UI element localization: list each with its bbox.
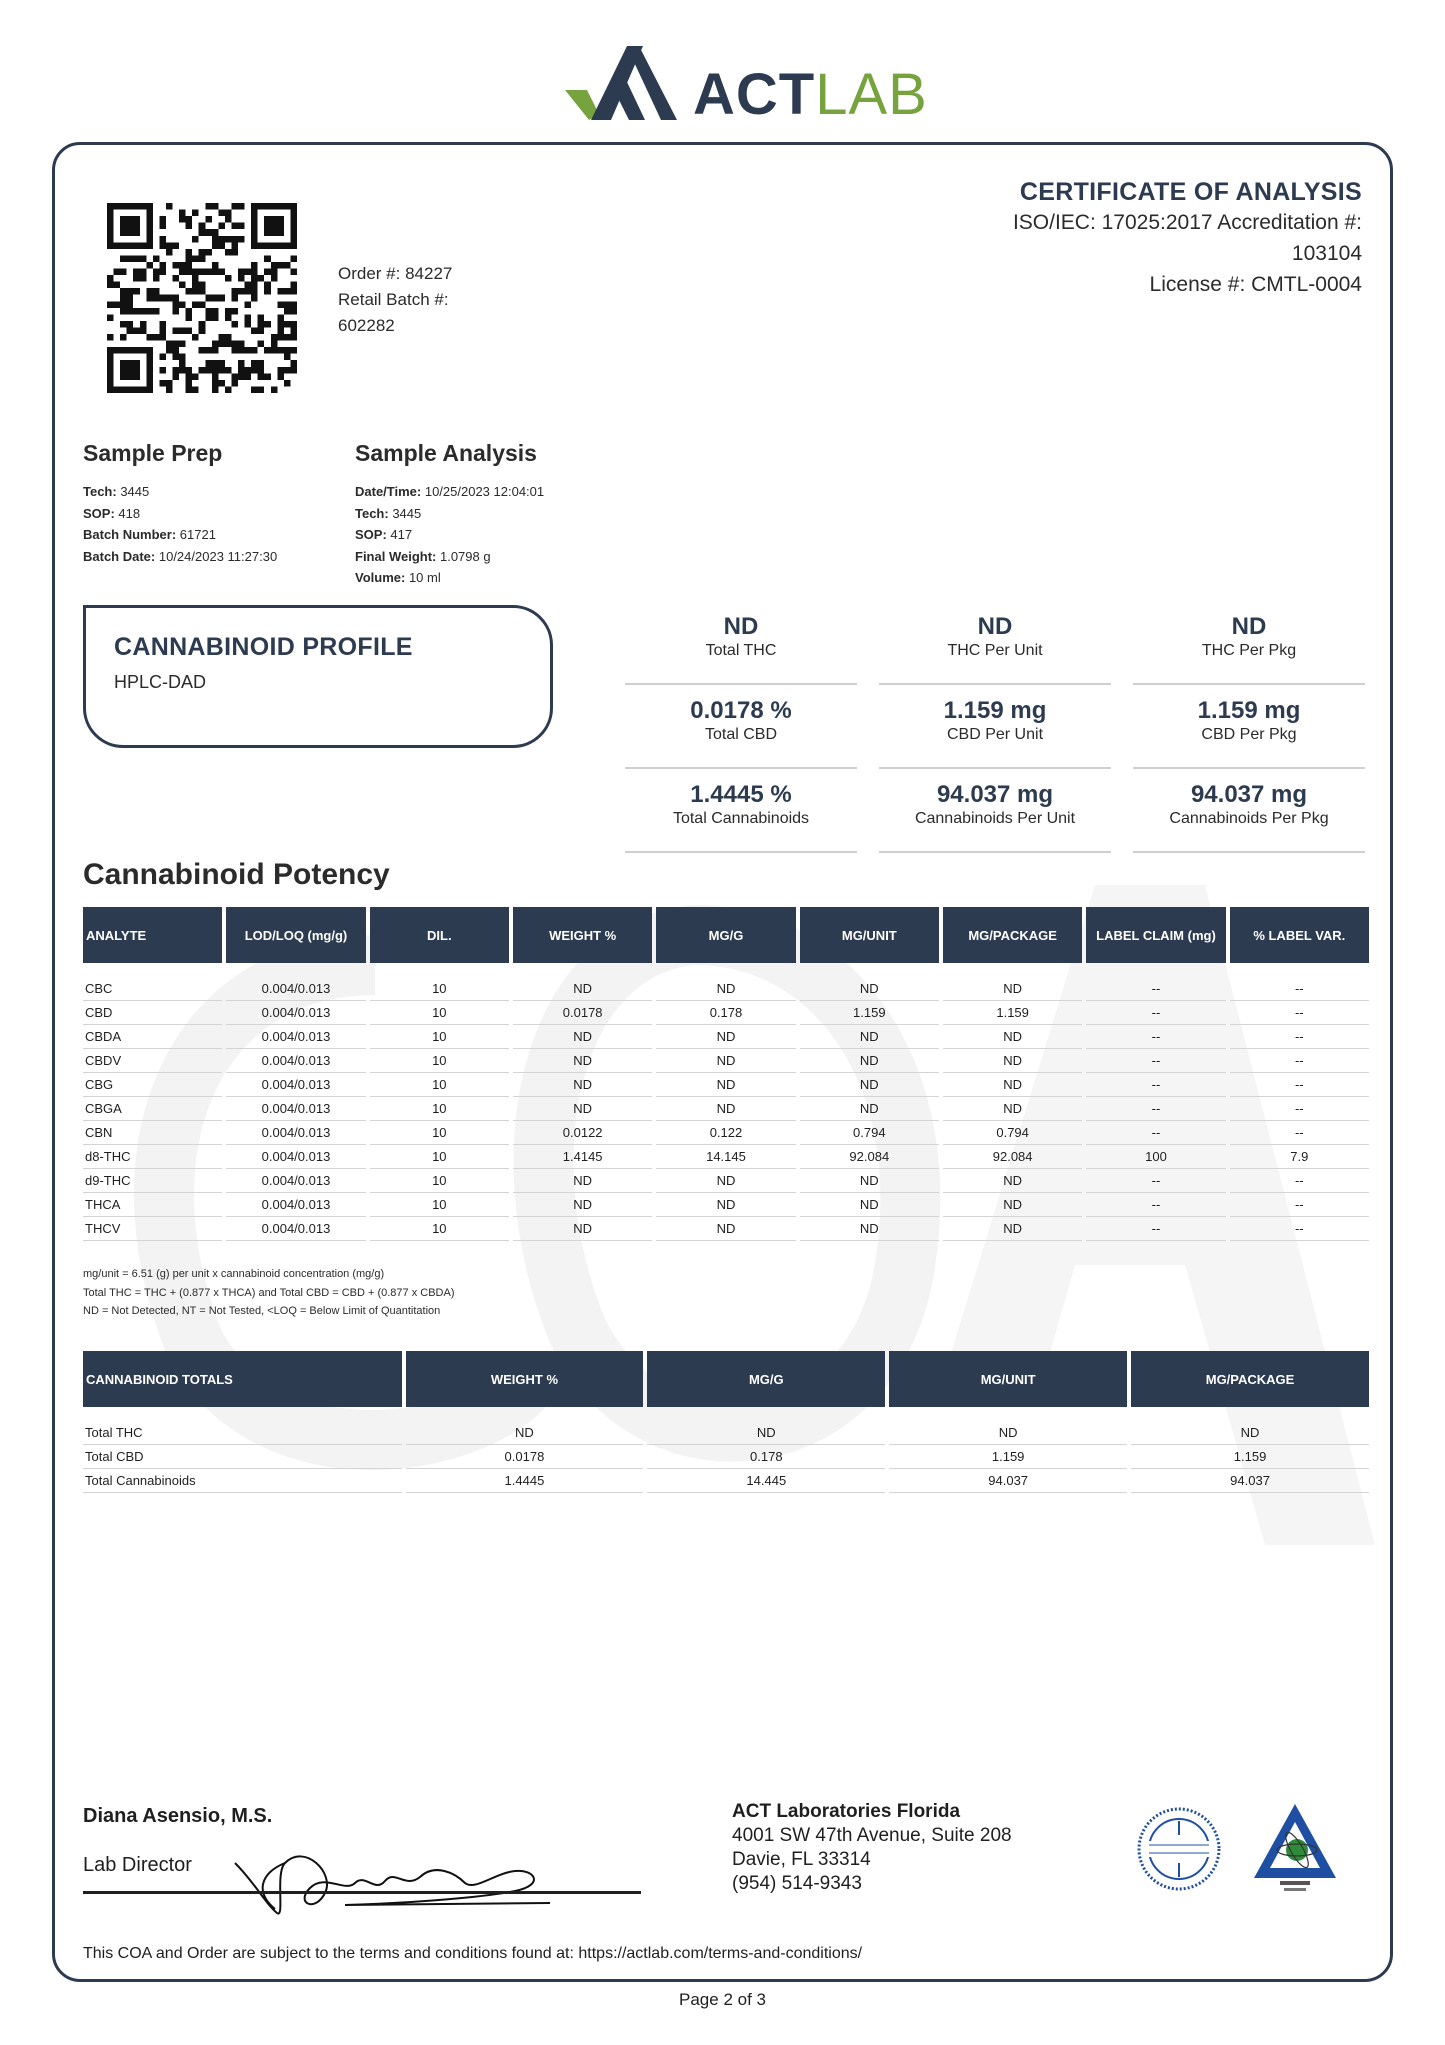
table-cell: d9-THC	[83, 1169, 222, 1193]
field-label: Tech:	[355, 505, 389, 521]
table-cell: ND	[513, 1049, 652, 1073]
table-cell: --	[1086, 1169, 1225, 1193]
spacer-row	[83, 963, 1369, 977]
table-cell: ND	[656, 1193, 795, 1217]
table-row	[83, 1469, 1369, 1493]
table-cell: ND	[656, 1073, 795, 1097]
table-cell: 0.0178	[513, 1001, 652, 1025]
table-cell: ND	[656, 1049, 795, 1073]
table-cell: CBGA	[83, 1097, 222, 1121]
table-cell: 10	[370, 1049, 509, 1073]
table-cell: ND	[800, 1073, 939, 1097]
spacer-row	[83, 1407, 1369, 1421]
table-cell: 10	[370, 977, 509, 1001]
table-cell: ND	[1131, 1421, 1369, 1445]
summary-value: ND	[723, 613, 759, 640]
signature-line	[83, 1891, 641, 1894]
table-cell: --	[1230, 1025, 1369, 1049]
column-header: MG/PACKAGE	[943, 907, 1082, 963]
table-cell: ND	[943, 1169, 1082, 1193]
table-cell: --	[1230, 1097, 1369, 1121]
table-row	[83, 1217, 1369, 1241]
potency-table	[79, 907, 1373, 1241]
table-cell: ND	[800, 1025, 939, 1049]
table-cell: CBC	[83, 977, 222, 1001]
table-row	[83, 1097, 1369, 1121]
table-cell: 0.004/0.013	[226, 1169, 365, 1193]
table-cell: CBD	[83, 1001, 222, 1025]
summary-value: 1.159 mg	[943, 697, 1047, 724]
potency-header-row	[83, 907, 1369, 963]
order-info	[338, 261, 452, 339]
table-cell: ND	[513, 1169, 652, 1193]
retail-batch-value: 602282	[338, 316, 395, 335]
table-cell: ND	[943, 977, 1082, 1001]
sample-analysis-title: Sample Analysis	[355, 440, 537, 466]
totals-table	[79, 1351, 1373, 1493]
table-cell: 10	[370, 1145, 509, 1169]
field-value: 417	[386, 527, 413, 542]
table-cell: --	[1230, 1121, 1369, 1145]
summary-cell	[879, 691, 1111, 769]
certificate-frame	[52, 142, 1393, 1982]
table-cell: ND	[647, 1421, 885, 1445]
summary-value: 94.037 mg	[1190, 781, 1308, 808]
qr-code[interactable]	[107, 203, 297, 393]
terms-text: This COA and Order are subject to the terms and conditions found at: https://actlab.com/terms-and-conditions/	[83, 1945, 863, 1962]
table-cell: 14.145	[656, 1145, 795, 1169]
sample-prep-field	[83, 546, 277, 568]
table-cell: 94.037	[889, 1469, 1127, 1493]
license-number: License #: CMTL-0004	[1149, 273, 1362, 296]
table-cell: 0.004/0.013	[226, 1193, 365, 1217]
table-row	[83, 1193, 1369, 1217]
table-cell: 10	[370, 1097, 509, 1121]
table-cell: 7.9	[1230, 1145, 1369, 1169]
sample-prep-title: Sample Prep	[83, 440, 223, 466]
table-cell: 100	[1086, 1145, 1225, 1169]
column-header: % LABEL VAR.	[1230, 907, 1369, 963]
table-cell: ND	[800, 1169, 939, 1193]
summary-label: THC Per Pkg	[1201, 642, 1297, 659]
lab-address-line2: Davie, FL 33314	[732, 1849, 871, 1870]
table-cell: --	[1086, 1121, 1225, 1145]
accreditation-line: ISO/IEC: 17025:2017 Accreditation #:	[1012, 211, 1362, 234]
table-cell: ND	[800, 1193, 939, 1217]
note-line: ND = Not Detected, NT = Not Tested, <LOQ = Below Limit of Quantitation	[83, 1305, 441, 1317]
lab-name: ACT Laboratories Florida	[732, 1801, 961, 1822]
summary-value: ND	[1231, 613, 1267, 640]
table-cell: --	[1086, 1217, 1225, 1241]
table-cell: Total CBD	[83, 1445, 402, 1469]
summary-value: 0.0178 %	[690, 697, 792, 724]
table-cell: --	[1230, 1073, 1369, 1097]
table-cell: 1.159	[1131, 1445, 1369, 1469]
table-cell: ND	[943, 1073, 1082, 1097]
field-value: 1.0798 g	[436, 548, 491, 564]
director-name: Diana Asensio, M.S.	[83, 1805, 273, 1827]
summary-label: Cannabinoids Per Unit	[914, 810, 1076, 827]
table-cell: 0.004/0.013	[226, 1217, 365, 1241]
table-row	[83, 1001, 1369, 1025]
field-value: 3445	[388, 505, 422, 521]
table-row	[83, 1025, 1369, 1049]
sample-prep	[83, 440, 277, 567]
summary-label: CBD Per Unit	[946, 726, 1044, 743]
sample-analysis-fields	[355, 481, 544, 589]
table-cell: ND	[513, 1025, 652, 1049]
actlab-logo-mark	[565, 42, 685, 122]
table-cell: 0.794	[800, 1121, 939, 1145]
table-cell: 0.794	[943, 1121, 1082, 1145]
accreditation-number: 103104	[1291, 242, 1362, 265]
sample-prep-field	[83, 524, 277, 546]
totals-header-row	[83, 1351, 1369, 1407]
page-number: Page 2 of 3	[679, 1990, 766, 2009]
column-header: MG/UNIT	[889, 1351, 1127, 1407]
lab-address-line1: 4001 SW 47th Avenue, Suite 208	[732, 1825, 1012, 1846]
table-cell: ND	[406, 1421, 644, 1445]
column-header: DIL.	[370, 907, 509, 963]
sample-prep-field	[83, 503, 277, 525]
potency-notes	[83, 1265, 455, 1321]
table-cell: ND	[513, 1217, 652, 1241]
table-cell: 1.159	[800, 1001, 939, 1025]
table-cell: 10	[370, 1193, 509, 1217]
retail-batch-label: Retail Batch #:	[338, 290, 449, 309]
table-cell: ND	[513, 977, 652, 1001]
table-cell: ND	[656, 1217, 795, 1241]
table-row	[83, 1145, 1369, 1169]
field-label: Batch Number:	[83, 527, 177, 542]
summary-cell	[625, 607, 857, 685]
table-cell: ND	[800, 977, 939, 1001]
column-header: MG/G	[647, 1351, 885, 1407]
field-value: 10 ml	[405, 570, 441, 585]
column-header: MG/UNIT	[800, 907, 939, 963]
table-cell: 10	[370, 1001, 509, 1025]
table-cell: 0.0178	[406, 1445, 644, 1469]
summary-cell	[1133, 775, 1365, 853]
summary-value: 1.159 mg	[1197, 697, 1301, 724]
field-label: SOP:	[83, 505, 115, 521]
table-cell: 10	[370, 1217, 509, 1241]
sample-prep-field	[83, 481, 277, 503]
table-cell: 92.084	[800, 1145, 939, 1169]
table-cell: CBN	[83, 1121, 222, 1145]
table-cell: 10	[370, 1169, 509, 1193]
table-cell: 92.084	[943, 1145, 1082, 1169]
summary-cell	[625, 775, 857, 853]
table-cell: 0.004/0.013	[226, 1097, 365, 1121]
table-cell: ND	[800, 1217, 939, 1241]
table-cell: --	[1086, 1001, 1225, 1025]
profile-title: CANNABINOID PROFILE	[114, 633, 413, 661]
order-number: Order #: 84227	[338, 264, 453, 283]
sample-analysis-field	[355, 481, 544, 503]
table-cell: --	[1086, 1193, 1225, 1217]
sample-analysis-field	[355, 567, 544, 589]
table-cell: 14.445	[647, 1469, 885, 1493]
table-cell: ND	[656, 977, 795, 1001]
profile-method: HPLC-DAD	[114, 672, 207, 692]
summary-cell	[879, 607, 1111, 685]
table-cell: --	[1086, 1049, 1225, 1073]
summary-value: 94.037 mg	[936, 781, 1054, 808]
table-cell: CBDA	[83, 1025, 222, 1049]
field-value: 61721	[176, 527, 216, 542]
table-row	[83, 1169, 1369, 1193]
field-label: Volume:	[355, 570, 406, 585]
table-cell: 10	[370, 1121, 509, 1145]
sample-prep-fields	[83, 481, 277, 567]
sample-analysis	[355, 440, 544, 589]
table-cell: 0.004/0.013	[226, 1121, 365, 1145]
table-cell: ND	[513, 1097, 652, 1121]
table-cell: 1.4445	[406, 1469, 644, 1493]
field-label: Batch Date:	[83, 548, 156, 564]
column-header: MG/PACKAGE	[1131, 1351, 1369, 1407]
table-cell: ND	[513, 1073, 652, 1097]
column-header: WEIGHT %	[513, 907, 652, 963]
table-row	[83, 1073, 1369, 1097]
table-cell: 0.178	[656, 1001, 795, 1025]
table-cell: --	[1086, 1025, 1225, 1049]
table-cell: ND	[656, 1169, 795, 1193]
field-label: Tech:	[83, 484, 117, 499]
table-cell: --	[1230, 1049, 1369, 1073]
cannabinoid-profile-box	[83, 605, 553, 748]
field-value: 10/25/2023 12:04:01	[421, 484, 545, 499]
table-cell: ND	[800, 1097, 939, 1121]
table-cell: 0.178	[647, 1445, 885, 1469]
ilac-mra-seal	[1135, 1805, 1223, 1893]
table-cell: ND	[943, 1049, 1082, 1073]
coa-header	[1013, 178, 1362, 300]
column-header: LABEL CLAIM (mg)	[1086, 907, 1225, 963]
sample-analysis-field	[355, 524, 544, 546]
column-header: ANALYTE	[83, 907, 222, 963]
table-cell: --	[1230, 1169, 1369, 1193]
table-cell: 0.122	[656, 1121, 795, 1145]
table-cell: --	[1230, 977, 1369, 1001]
lab-phone: (954) 514-9343	[732, 1873, 862, 1894]
note-line: Total THC = THC + (0.877 x THCA) and Total CBD = CBD + (0.877 x CBDA)	[83, 1286, 455, 1299]
table-cell: --	[1086, 1097, 1225, 1121]
field-value: 10/24/2023 11:27:30	[155, 548, 278, 564]
table-cell: ND	[800, 1049, 939, 1073]
table-cell: 1.159	[889, 1445, 1127, 1469]
table-cell: Total THC	[83, 1421, 402, 1445]
summary-label: Total CBD	[704, 726, 778, 743]
summary-value: 1.4445 %	[690, 781, 792, 808]
summary-label: CBD Per Pkg	[1201, 726, 1297, 743]
table-cell: CBDV	[83, 1049, 222, 1073]
actlab-wordmark: ACTLAB	[693, 62, 928, 127]
table-cell: d8-THC	[83, 1145, 222, 1169]
sample-analysis-field	[355, 503, 544, 525]
table-cell: 0.004/0.013	[226, 1025, 365, 1049]
table-cell: ND	[943, 1217, 1082, 1241]
table-cell: 0.004/0.013	[226, 1049, 365, 1073]
table-cell: 0.0122	[513, 1121, 652, 1145]
director-role: Lab Director	[83, 1854, 192, 1876]
table-cell: 1.4145	[513, 1145, 652, 1169]
field-label: Date/Time:	[355, 484, 422, 499]
summary-cell	[625, 691, 857, 769]
column-header: CANNABINOID TOTALS	[83, 1351, 402, 1407]
table-cell: ND	[943, 1097, 1082, 1121]
table-cell: THCV	[83, 1217, 222, 1241]
table-cell: 0.004/0.013	[226, 1145, 365, 1169]
table-cell: ND	[656, 1025, 795, 1049]
table-row	[83, 977, 1369, 1001]
summary-cell	[879, 775, 1111, 853]
summary-label: THC Per Unit	[947, 642, 1043, 659]
pjla-testing-seal	[1250, 1800, 1340, 1895]
table-cell: --	[1086, 1073, 1225, 1097]
summary-label: Cannabinoids Per Pkg	[1169, 810, 1329, 827]
summary-cell	[1133, 691, 1365, 769]
table-cell: --	[1230, 1217, 1369, 1241]
table-cell: ND	[513, 1193, 652, 1217]
table-cell: THCA	[83, 1193, 222, 1217]
field-label: Final Weight:	[355, 548, 437, 564]
table-row	[83, 1421, 1369, 1445]
table-cell: 0.004/0.013	[226, 977, 365, 1001]
potency-title: Cannabinoid Potency	[83, 858, 390, 891]
sample-analysis-field	[355, 546, 544, 568]
field-value: 3445	[116, 484, 150, 499]
table-cell: CBG	[83, 1073, 222, 1097]
field-label: SOP:	[355, 527, 387, 542]
table-row	[83, 1049, 1369, 1073]
director-signature	[215, 1833, 575, 1923]
column-header: MG/G	[656, 907, 795, 963]
note-line: mg/unit = 6.51 (g) per unit x cannabinoid concentration (mg/g)	[83, 1268, 385, 1280]
table-cell: 1.159	[943, 1001, 1082, 1025]
table-cell: --	[1230, 1193, 1369, 1217]
actlab-logo	[565, 40, 928, 130]
coa-title: CERTIFICATE OF ANALYSIS	[1019, 178, 1362, 206]
column-header: LOD/LOQ (mg/g)	[226, 907, 365, 963]
lab-address	[732, 1800, 1012, 1896]
column-header: WEIGHT %	[406, 1351, 644, 1407]
table-cell: --	[1086, 977, 1225, 1001]
summary-label: Total Cannabinoids	[672, 810, 810, 827]
table-cell: ND	[656, 1097, 795, 1121]
summary-value: ND	[977, 613, 1013, 640]
table-cell: 0.004/0.013	[226, 1001, 365, 1025]
table-row	[83, 1445, 1369, 1469]
table-row	[83, 1121, 1369, 1145]
table-cell: --	[1230, 1001, 1369, 1025]
table-cell: 0.004/0.013	[226, 1073, 365, 1097]
summary-cell	[1133, 607, 1365, 685]
table-cell: 10	[370, 1073, 509, 1097]
table-cell: 94.037	[1131, 1469, 1369, 1493]
table-cell: ND	[943, 1025, 1082, 1049]
table-cell: ND	[943, 1193, 1082, 1217]
table-cell: 10	[370, 1025, 509, 1049]
table-cell: Total Cannabinoids	[83, 1469, 402, 1493]
field-value: 418	[114, 505, 141, 521]
summary-label: Total THC	[705, 642, 777, 659]
table-cell: ND	[889, 1421, 1127, 1445]
